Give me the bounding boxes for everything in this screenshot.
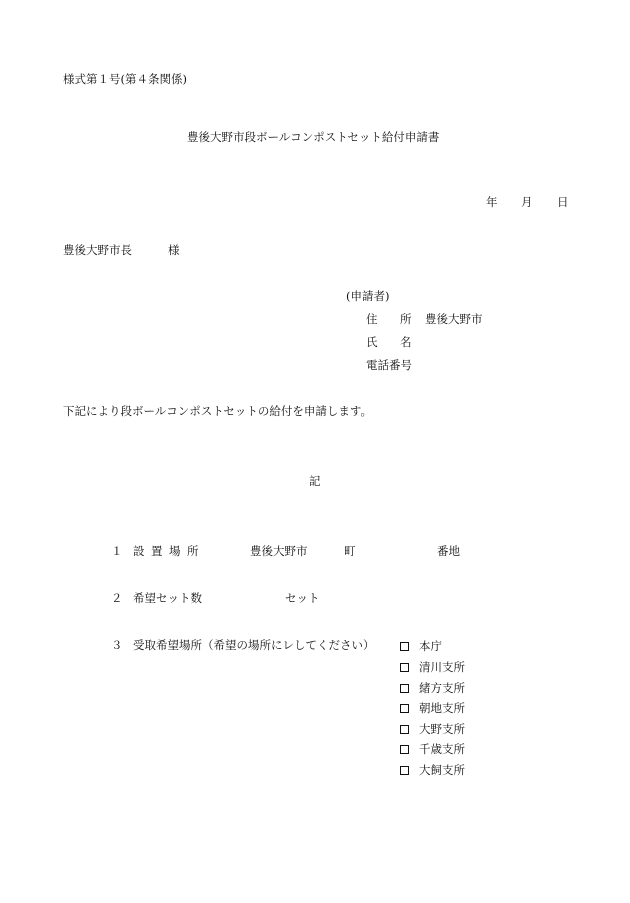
phone-label: 電話番号 [366,358,412,372]
item1-town: 町 [344,544,356,558]
page-title: 豊後大野市段ボールコンポストセット給付申請書 [187,130,440,144]
addressee-honorific: 様 [168,243,180,257]
name-label-first: 氏 [366,335,378,349]
option-inukai[interactable] [400,763,465,777]
option-label: 緒方支所 [419,681,465,695]
item1-label-char3: 場 [169,544,181,558]
ki-heading: 記 [309,474,321,488]
checkbox-icon[interactable] [400,725,409,734]
form-number: 様式第１号(第４条関係) [63,72,187,86]
option-honcho[interactable] [400,639,442,653]
item3-label-text: 受取希望場所 [133,638,202,652]
option-label: 朝地支所 [419,701,465,715]
option-ono[interactable] [400,722,465,736]
option-label: 本庁 [419,639,442,653]
item1-label-char4: 所 [187,544,199,558]
name-label-second: 名 [400,335,412,349]
option-label: 千歳支所 [419,742,465,756]
address-label-second: 所 [400,312,412,326]
item2-label: 希望セット数 [133,591,202,605]
option-chitose[interactable] [400,742,465,756]
date-month-label: 月 [521,195,533,209]
addressee-name: 豊後大野市長 [63,243,132,257]
item1-label-char1: 設 [133,544,145,558]
checkbox-icon[interactable] [400,663,409,672]
checkbox-icon[interactable] [400,766,409,775]
date-year-label: 年 [486,195,498,209]
item3-note: （希望の場所にレしてください） [202,638,375,652]
checkbox-icon[interactable] [400,704,409,713]
application-statement: 下記により段ボールコンポストセットの給付を申請します。 [63,404,373,418]
checkbox-icon[interactable] [400,642,409,651]
item2-unit: セット [285,591,320,605]
option-label: 大飼支所 [419,763,465,777]
item3-label [133,638,375,652]
item1-label-char2: 置 [151,544,163,558]
checkbox-icon[interactable] [400,684,409,693]
checkbox-icon[interactable] [400,745,409,754]
option-label: 大野支所 [419,722,465,736]
item1-banchi: 番地 [437,544,460,558]
item1-number: １ [111,544,123,558]
item1-city: 豊後大野市 [250,544,308,558]
option-asaji[interactable] [400,701,465,715]
option-kiyokawa[interactable] [400,660,465,674]
date-day-label: 日 [557,195,569,209]
address-value: 豊後大野市 [425,312,483,326]
item2-number: ２ [111,591,123,605]
applicant-heading: (申請者) [346,289,390,303]
address-label-first: 住 [366,312,378,326]
option-label: 清川支所 [419,660,465,674]
option-ogata[interactable] [400,681,465,695]
item3-number: ３ [111,638,123,652]
